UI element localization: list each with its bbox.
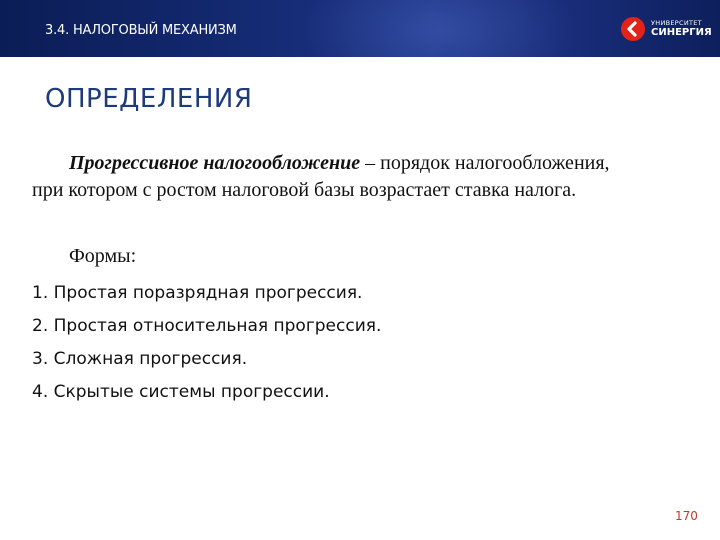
logo-text-bottom: СИНЕРГИЯ: [651, 27, 712, 38]
definition-paragraph: [32, 150, 632, 204]
header-bar: [0, 0, 720, 57]
list-item: 4. Скрытые системы прогрессии.: [32, 382, 330, 402]
page-title: ОПРЕДЕЛЕНИЯ: [45, 84, 253, 114]
synergy-logo-icon: [620, 16, 646, 42]
university-logo: [620, 14, 712, 44]
section-title: 3.4. НАЛОГОВЫЙ МЕХАНИЗМ: [45, 23, 237, 38]
list-item: 1. Простая поразрядная прогрессия.: [32, 283, 363, 303]
definition-text: – порядок налогообложения, при котором с ростом налоговой базы возрастает ставка налога.: [32, 152, 610, 201]
forms-label: Формы:: [69, 245, 137, 267]
page-number: 170: [675, 509, 698, 523]
list-item: 3. Сложная прогрессия.: [32, 349, 248, 369]
definition-term: Прогрессивное налогообложение: [69, 152, 361, 174]
list-item: 2. Простая относительная прогрессия.: [32, 316, 382, 336]
logo-text-top: УНИВЕРСИТЕТ: [651, 19, 702, 27]
